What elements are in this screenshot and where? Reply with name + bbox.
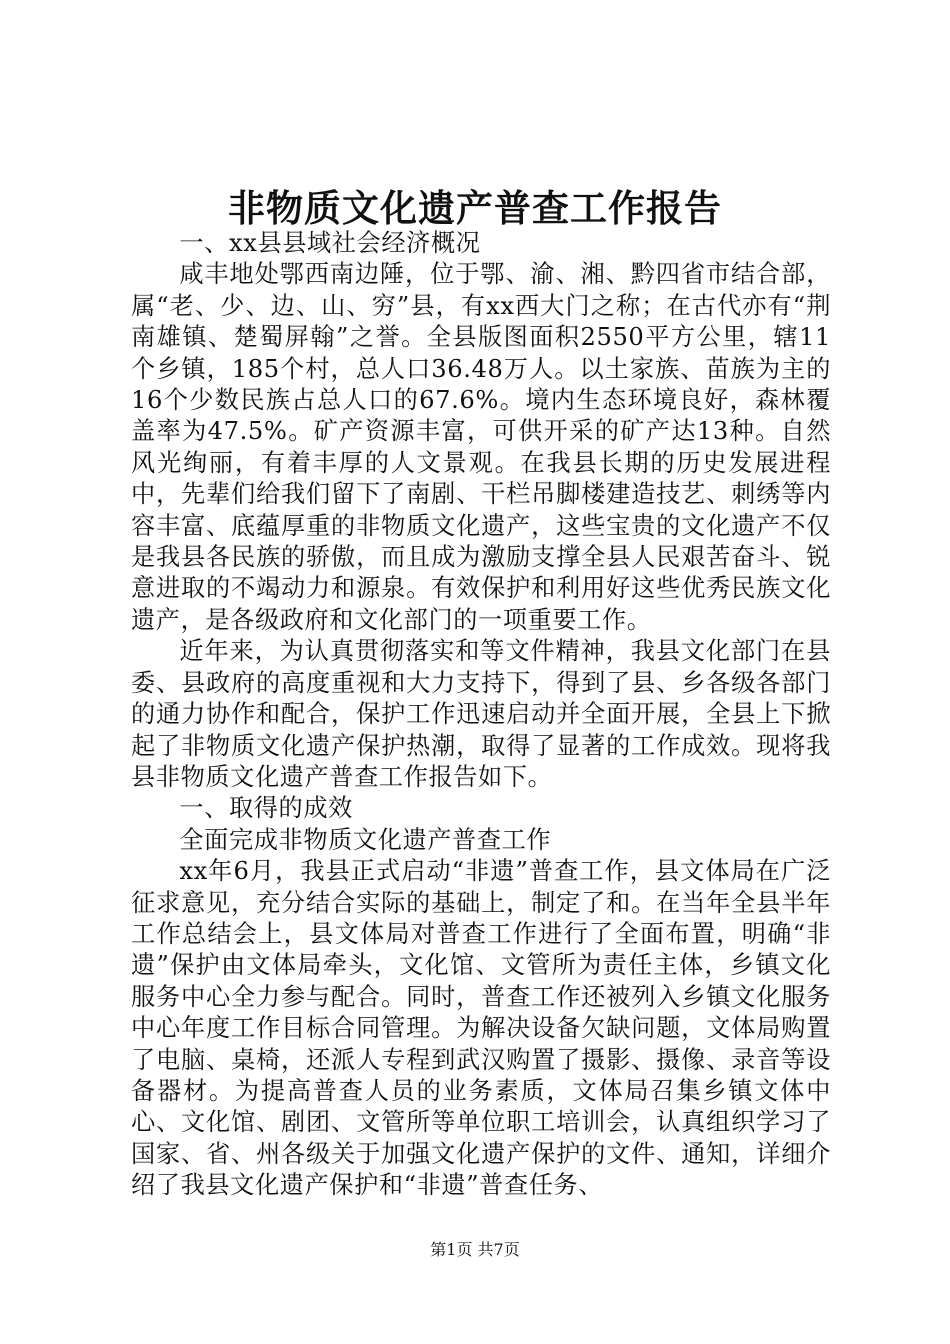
section-heading-achievements: 一、取得的成效	[179, 794, 353, 823]
page-number-footer: 第1页 共7页	[430, 1240, 520, 1259]
document-title: 非物质文化遗产普查工作报告	[228, 186, 722, 230]
document-body	[131, 228, 831, 1202]
paragraph-county-description: 咸丰地处鄂西南边陲，位于鄂、渝、湘、黔四省市结合部，属“老、少、边、山、穷”县，有xx西大门之称；在古代亦有“荆南雄镇、楚蜀屏翰”之誉。全县版图面积2550平方公里，辖11个乡镇，185个村，总人口36.48万人。以土家族、苗族为主的16个少数民族占总人口的67.6%。境内生态环境良好，森林覆盖率为47.5%。矿产资源丰富，可供开采的矿产达13种。自然风光绚丽，有着丰厚的人文景观。在我县长期的历史发展进程中，先辈们给我们留下了南剧、干栏吊脚楼建造技艺、刺绣等内容丰富、底蕴厚重的非物质文化遗产，这些宝贵的文化遗产不仅是我县各民族的骄傲，而且成为激励支撑全县人民艰苦奋斗、锐意进取的不竭动力和源泉。有效保护和利用好这些优秀民族文化遗产，是各级政府和文化部门的一项重要工作。	[131, 260, 831, 634]
section-heading-county-overview: 一、xx县县域社会经济概况	[179, 229, 481, 257]
subheading-survey-completion: 全面完成非物质文化遗产普查工作	[179, 825, 552, 854]
paragraph-survey-details: xx年6月，我县正式启动“非遗”普查工作，县文体局在广泛征求意见，充分结合实际的基础上，制定了和。在当年全县半年工作总结会上，县文体局对普查工作进行了全面布置，明确“非遗”保护由文体局牵头，文化馆、文管所为责任主体，乡镇文化服务中心全力参与配合。同时，普查工作还被列入乡镇文化服务中心年度工作目标合同管理。为解决设备欠缺问题，文体局购置了电脑、桌椅，还派人专程到武汉购置了摄影、摄像、录音等设备器材。为提高普查人员的业务素质，文体局召集乡镇文体中心、文化馆、剧团、文管所等单位职工培训会，认真组织学习了国家、省、州各级关于加强文化遗产保护的文件、通知，详细介绍了我县文化遗产保护和“非遗”普查任务、	[131, 857, 831, 1200]
paragraph-recent-years: 近年来，为认真贯彻落实和等文件精神，我县文化部门在县委、县政府的高度重视和大力支持下，得到了县、乡各级各部门的通力协作和配合，保护工作迅速启动并全面开展，全县上下掀起了非物质文化遗产保护热潮，取得了显著的工作成效。现将我县非物质文化遗产普查工作报告如下。	[131, 637, 831, 791]
